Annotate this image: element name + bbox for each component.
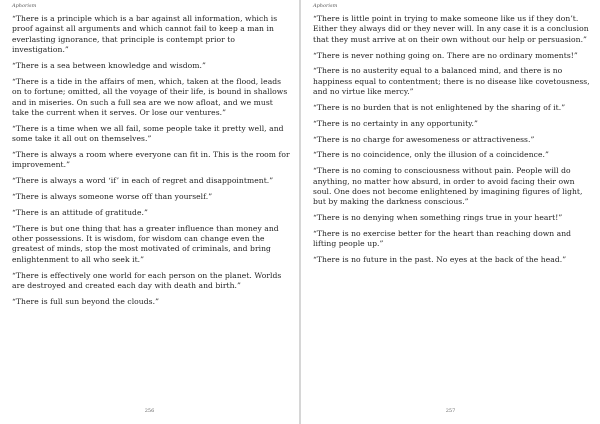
quote-list (313, 14, 592, 271)
quote-list (12, 14, 291, 313)
quote: “There is no coincidence, only the illusion of a coincidence.” (313, 150, 549, 160)
quote: “There is always a room where everyone can fit in. This is the room for improvement.” (12, 150, 290, 170)
quote: “There is always a word ‘if’ in each of regret and disappointment.” (12, 176, 274, 186)
quote: “There is no burden that is not enlightened by the sharing of it.” (313, 103, 566, 113)
quote: “There is a time when we all fail, some people take it pretty well, and some take it all out on themselves.” (12, 123, 284, 144)
quote: “There is a sea between knowledge and wisdom.” (12, 61, 206, 71)
quote: “There is little point in trying to make someone like us if they don’t. Either they always did or they never will. In any case it is a conclusion that they must arrive at on their own without our help or persuasion.” (313, 14, 589, 44)
quote: “There is a principle which is a bar against all information, which is proof against all arguments and which cannot fail to keep a man in everlasting ignorance, that principle is contempt prior to investigation.” (12, 14, 278, 55)
page-number: 257 (445, 408, 456, 414)
quote: “There is a tide in the affairs of men, which, taken at the flood, leads on to fortune; omitted, all the voyage of their life, is bound in shallows and in miseries. On such a full sea are we now afloat, and we must take the current when it serves. Or lose our ventures.” (12, 76, 288, 118)
quote: “There is no coming to consciousness without pain. People will do anything, no matter how absurd, in order to avoid facing their own soul. One does not become enlightened by imagining figures of light, but by making the darkness conscious.” (313, 166, 583, 207)
quote: “There is no charge for awesomeness or attractiveness.” (313, 134, 535, 144)
running-head: Aphorism (313, 3, 338, 9)
quote: “There is no exercise better for the heart than reaching down and lifting people up.” (313, 229, 572, 249)
quote: “There is effectively one world for each person on the planet. Worlds are destroyed and created each day with death and birth.” (12, 270, 282, 291)
quote: “There is full sun beyond the clouds.” (12, 296, 160, 306)
right-page (301, 0, 600, 424)
quote: “There is no denying when something rings true in your heart!” (313, 213, 563, 223)
quote: “There is no future in the past. No eyes at the back of the head.” (313, 255, 567, 265)
quote: “There is no austerity equal to a balanced mind, and there is no happiness equal to contentment; there is no disease like covetousness, and no virtue like mercy.” (313, 66, 590, 97)
running-head: Aphorism (12, 3, 37, 9)
quote: “There is no certainty in any opportunity.” (313, 118, 478, 128)
quote: “There is but one thing that has a greater influence than money and other possessions. It is wisdom, for wisdom can change even the greatest of minds, stop the most motivated of criminals, and bring enlightenment to all who seek it.” (12, 223, 279, 264)
quote: “There is never nothing going on. There are no ordinary moments!” (313, 50, 578, 60)
quote: “There is an attitude of gratitude.” (12, 207, 148, 217)
page-number: 256 (144, 408, 155, 414)
left-page (0, 0, 299, 424)
quote: “There is always someone worse off than yourself.” (12, 192, 213, 202)
